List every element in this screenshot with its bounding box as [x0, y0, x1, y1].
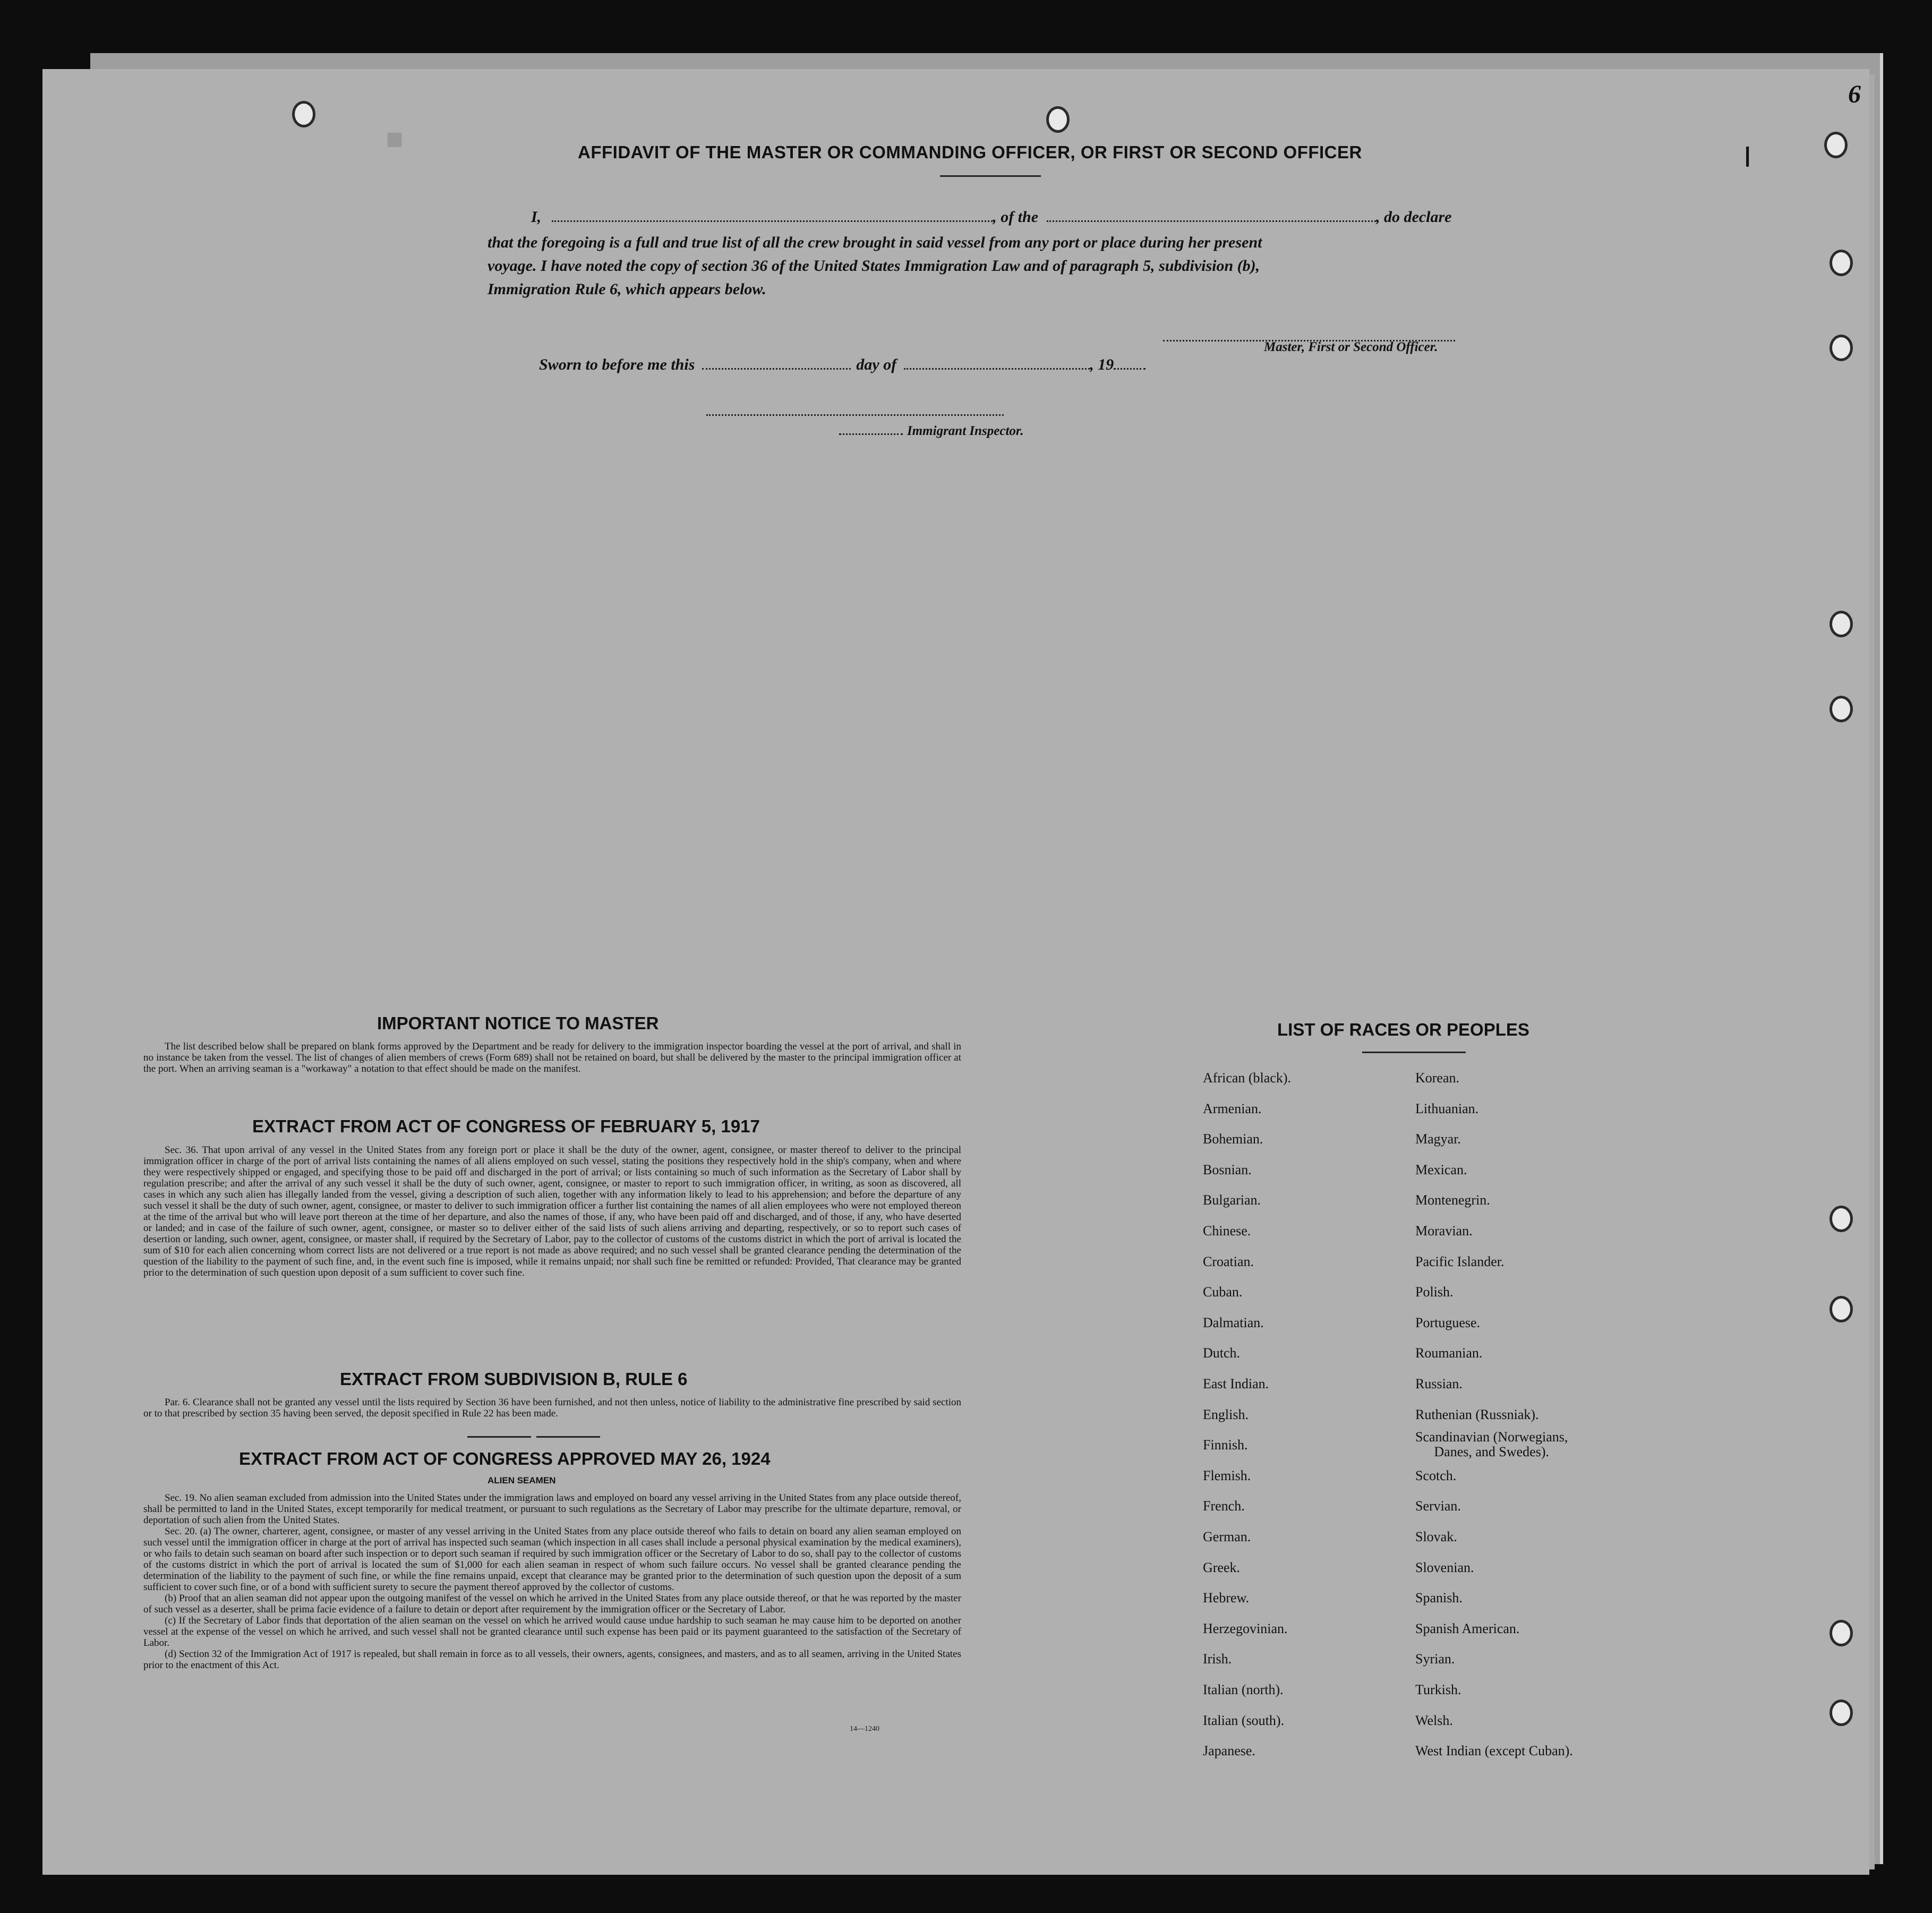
race-item: Armenian. [1203, 1100, 1262, 1116]
binder-hole [1824, 132, 1848, 158]
page-number: 6 [1848, 80, 1861, 108]
month-blank [904, 368, 1090, 370]
race-item: English. [1203, 1406, 1249, 1422]
race-item: Pacific Islander. [1415, 1253, 1504, 1269]
document-page [42, 69, 1869, 1875]
race-item: Slovak. [1415, 1529, 1457, 1544]
master-signature-label: Master, First or Second Officer. [1264, 340, 1438, 354]
sworn-line [539, 356, 1145, 374]
race-item: Chinese. [1203, 1223, 1251, 1239]
rule6-title: EXTRACT FROM SUBDIVISION B, RULE 6 [340, 1369, 688, 1389]
race-item: Italian (south). [1203, 1712, 1285, 1728]
race-item: Scotch. [1415, 1467, 1457, 1483]
race-item: Slovenian. [1415, 1559, 1474, 1575]
sworn-label: Sworn to before me this [539, 356, 695, 373]
inspector-label: Immigrant Inspector. [839, 424, 1024, 439]
bleed-through-heading: ■ [382, 123, 404, 156]
race-item: Korean. [1415, 1070, 1460, 1086]
race-item: Servian. [1415, 1498, 1461, 1514]
binder-hole [1830, 1206, 1853, 1232]
binder-hole [1830, 250, 1853, 276]
races-title: LIST OF RACES OR PEOPLES [1277, 1020, 1529, 1039]
race-item: Bosnian. [1203, 1162, 1252, 1177]
separator-rule [536, 1436, 600, 1438]
race-item: Montenegrin. [1415, 1192, 1490, 1208]
rule6-text: Par. 6. Clearance shall not be granted any vessel until the lists required by Section 36 have been furnished, and not then unless, notice of liability to the administrative fine prescribed by said section or to that prescribed by section 35 having been served, the deposit specified in Rule 22 has been made. [143, 1397, 961, 1419]
extract-1924-title: EXTRACT FROM ACT OF CONGRESS APPROVED MAY 26, 1924 [239, 1449, 771, 1468]
binder-hole [1046, 106, 1070, 133]
affidavit-line4: Immigration Rule 6, which appears below. [488, 280, 766, 298]
race-item: Portuguese. [1415, 1314, 1481, 1330]
affidavit-line3: voyage. I have noted the copy of section 36 of the United States Immigration Law and of paragraph 5, subdivision (b), [488, 257, 1260, 275]
binder-hole [1830, 611, 1853, 637]
race-item: Scandinavian (Norwegians, Danes, and Swedes). [1415, 1429, 1568, 1460]
year-blank [1114, 368, 1145, 370]
form-number: 14—1240 [850, 1725, 879, 1733]
race-item: Roumanian. [1415, 1345, 1483, 1361]
race-item: Russian. [1415, 1376, 1463, 1391]
name-blank [552, 220, 993, 222]
race-item: French. [1203, 1498, 1245, 1514]
notice-title: IMPORTANT NOTICE TO MASTER [377, 1013, 659, 1033]
race-item: African (black). [1203, 1070, 1292, 1086]
race-item: West Indian (except Cuban). [1415, 1743, 1573, 1759]
race-item: Polish. [1415, 1284, 1454, 1300]
binder-hole [1830, 1620, 1853, 1646]
race-item: Spanish. [1415, 1590, 1463, 1606]
i-label: I, [531, 208, 542, 226]
day-of-label: day of [856, 356, 897, 373]
race-item: Flemish. [1203, 1467, 1251, 1483]
inspector-signature-line [706, 409, 1004, 419]
race-item: Welsh. [1415, 1712, 1453, 1728]
race-item: Croatian. [1203, 1253, 1254, 1269]
race-item: Syrian. [1415, 1651, 1455, 1667]
affidavit-line2: that the foregoing is a full and true list of all the crew brought in said vessel from any port or place during her present [488, 234, 1262, 251]
race-item: Spanish American. [1415, 1620, 1520, 1636]
race-item: Irish. [1203, 1651, 1232, 1667]
race-item: Italian (north). [1203, 1682, 1284, 1697]
extract-1924-text: Sec. 19. No alien seaman excluded from admission into the United States under the immigration laws and employed on board any vessel arriving in the United States from any place outside thereof, shall be permitted to land in the United States, except temporarily for medical treatment, or pursuant to such regulations as the Secretary of Labor may prescribe for the ultimate departure, removal, or deportation of such alien from the United States. Sec. 20. (a) The owner, charterer, agent, consignee, or master of any vessel arriving in the United States from any place outside thereof who fails to detain on board any alien seaman employed on such vessel until the immigration officer in charge at the port of arrival has inspected such seaman (which inspection in all cases shall include a personal physical examination by the medical examiners), or who fails to detain such seaman on board after such inspection or to deport such seaman if required by such immigration officer or the Secretary of Labor to do so, shall pay to the collector of customs of the customs district in which the port of arrival is located the sum of $1,000 for each alien seaman in respect of whom such failure occurs. No vessel shall be granted clearance pending the determination of the liability to the payment of such fine, or while the fine remains unpaid, except that clearance may be granted prior to the determination of such question upon the deposit of a sum sufficient to cover such fine, or of a bond with sufficient surety to secure the payment thereof approved by the collector of customs. (b) Proof that an alien seaman did not appear upon the outgoing manifest of the vessel on which he arrived in the United States from any place outside thereof, or that he was reported by the master of such vessel as a deserter, shall be prima facie evidence of a failure to detain or deport after requirement by the immigration officer or the Secretary of Labor. (c) If the Secretary of Labor finds that deportation of the alien seaman on the vessel on which he arrived would cause undue hardship to such seaman he may cause him to be deported on another vessel at the expense of the vessel on which he arrived, and such vessel shall not be granted clearance until such expense has been paid or its payment guaranteed to the satisfaction of the Secretary of Labor. (d) Section 32 of the Immigration Act of 1917 is repealed, but shall remain in force as to all vessels, their owners, agents, consignees, and masters, and as to all seamen, arriving in the United States prior to the enactment of this Act. [143, 1492, 961, 1671]
race-item: East Indian. [1203, 1376, 1269, 1391]
race-item: Herzegovinian. [1203, 1620, 1288, 1636]
race-item: Dutch. [1203, 1345, 1241, 1361]
binder-hole [1830, 1296, 1853, 1322]
race-item: Bohemian. [1203, 1131, 1263, 1147]
race-item: Ruthenian (Russniak). [1415, 1406, 1539, 1422]
notice-text: The list described below shall be prepared on blank forms approved by the Department and be ready for delivery to the immigration inspector boarding the vessel at the port of arrival, and shall in no instance be taken from the vessel. The list of changes of alien members of crews (Form 689) shall not be retained on board, but shall be delivered by the master to the principal immigration officer at the port. When an arriving seaman is a "workaway" a notation to that effect should be made on the manifest. [143, 1041, 961, 1074]
day-blank [702, 368, 851, 370]
race-item: Turkish. [1415, 1682, 1461, 1697]
affidavit-title: AFFIDAVIT OF THE MASTER OR COMMANDING OFFICER, OR FIRST OR SECOND OFFICER [578, 142, 1362, 162]
race-item: German. [1203, 1529, 1251, 1544]
race-item: Finnish. [1203, 1437, 1248, 1453]
extract-1917-text: Sec. 36. That upon arrival of any vessel in the United States from any foreign port or place it shall be the duty of the owner, agent, consignee, or master thereof to deliver to the principal immigration officer in charge of the port of arrival lists containing the names of all aliens employed on such vessel, stating the positions they respectively hold in the ship's company, when and where they were respectively shipped or engaged, and specifying those to be paid off and discharged in the port of arrival; or lists containing so much of such information as the Secretary of Labor shall by regulation prescribe; and after the arrival of any such vessel it shall be the duty of such owner, agent, consignee, or master to report to such immigration officer, in writing, as soon as discovered, all cases in which any such alien has illegally landed from the vessel, giving a description of such alien, together with any information likely to lead to his apprehension; and before the departure of any such vessel it shall be the duty of such owner, agent, consignee, or master to deliver to such immigration officer a further list containing the names of all alien employees who were not employed thereon at the time of the arrival but who will leave port thereon at the time of her departure, and also the names of those, if any, who have been paid off and discharged, and of those, if any, who have deserted or landed; and in case of the failure of such owner, agent, consignee, or master so to deliver either of the said lists of such aliens arriving and departing, respectively, or so to report such cases of desertion or landing, such owner, agent, consignee, or master shall, if required by the Secretary of Labor, pay to the collector of customs of the customs district in which the port of arrival is located the sum of $10 for each alien concerning whom correct lists are not delivered or a true report is not made as above required; and no such vessel shall be granted clearance pending the determination of the question of the liability to the payment of such fine, and, in the event such fine is imposed, while it remains unpaid; nor shall such fine be remitted or refunded: Provided, That clearance may be granted prior to the determination of such question upon deposit of a sum sufficient to cover such fine. [143, 1145, 961, 1278]
race-item: Bulgarian. [1203, 1192, 1261, 1208]
of-the-label: , of the [993, 208, 1039, 226]
race-item: Japanese. [1203, 1743, 1255, 1759]
race-item: Lithuanian. [1415, 1100, 1479, 1116]
extract-1917-title: EXTRACT FROM ACT OF CONGRESS OF FEBRUARY 5, 1917 [252, 1116, 760, 1136]
affidavit-line1 [531, 208, 1451, 226]
separator-rule [467, 1436, 531, 1438]
races-underline [1362, 1052, 1466, 1053]
race-item: Greek. [1203, 1559, 1241, 1575]
race-item: Moravian. [1415, 1223, 1473, 1239]
alien-seamen-subtitle: ALIEN SEAMEN [488, 1475, 556, 1485]
year-label: , 19 [1090, 356, 1114, 373]
race-item: Magyar. [1415, 1131, 1461, 1147]
binder-hole [292, 101, 315, 127]
binder-hole [1830, 696, 1853, 722]
binder-hole [1830, 335, 1853, 361]
do-declare-label: , do declare [1376, 208, 1452, 226]
race-item: Cuban. [1203, 1284, 1243, 1300]
race-item: Dalmatian. [1203, 1314, 1264, 1330]
binder-hole [1830, 1700, 1853, 1726]
race-item: Mexican. [1415, 1162, 1467, 1177]
title-underline [940, 175, 1041, 177]
margin-tick: | [1745, 143, 1751, 167]
race-item: Hebrew. [1203, 1590, 1250, 1606]
vessel-blank [1047, 220, 1376, 222]
